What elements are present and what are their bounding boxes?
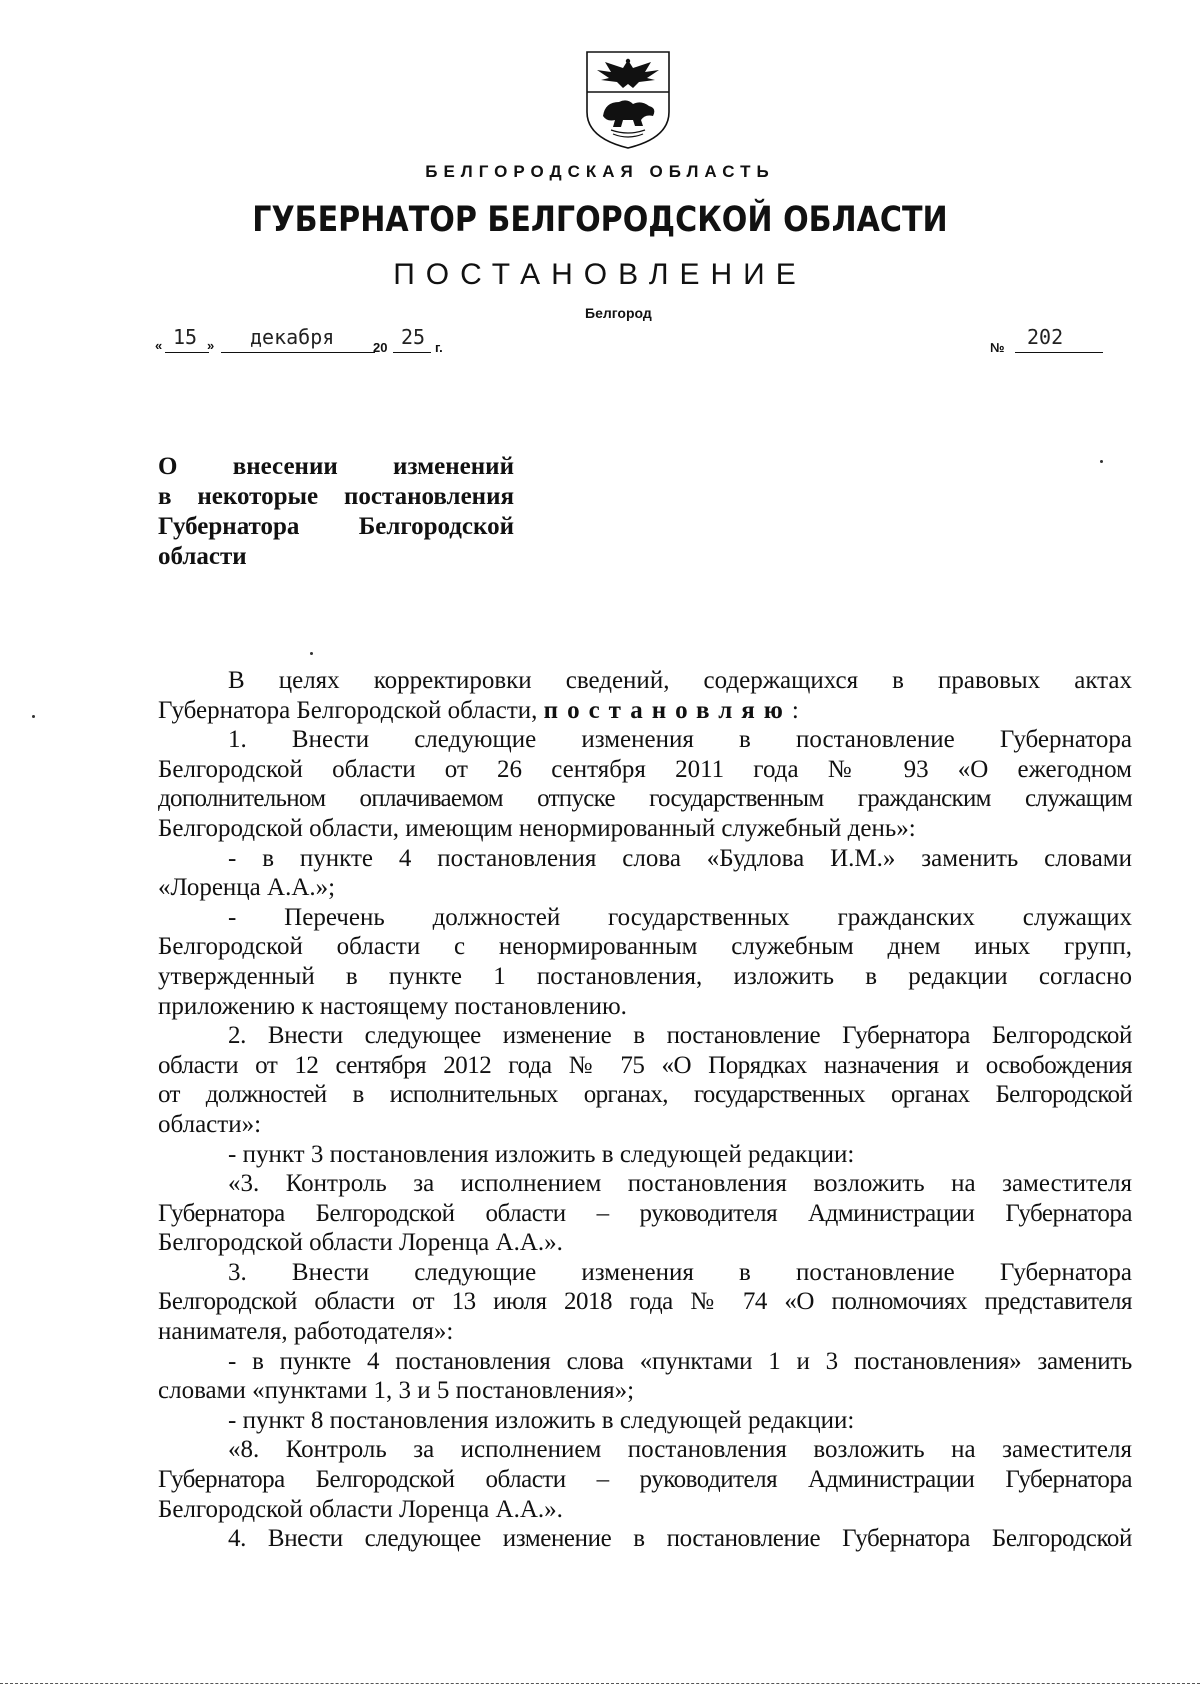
body-line: [158, 696, 1132, 726]
date-close-quote: »: [207, 338, 215, 353]
intro-text: Губернатора Белгородской области,: [158, 696, 538, 724]
number-label: №: [990, 340, 1005, 355]
body-line: Белгородской области Лоренца А.А.».: [158, 1229, 563, 1257]
body-line: Губернатора Белгородской области – руководителя Администрации Губернатора: [158, 1466, 1132, 1494]
body-line: Губернатора Белгородской области – руководителя Администрации Губернатора: [158, 1199, 1132, 1227]
subject-line: Губернатора Белгородской: [158, 513, 514, 540]
authority-heading: ГУБЕРНАТОР БЕЛГОРОДСКОЙ ОБЛАСТИ: [252, 200, 948, 240]
body-line: 2. Внести следующее изменение в постановление Губернатора Белгородской: [228, 1022, 1132, 1050]
document-number: 202: [1027, 325, 1064, 349]
body-line: от должностей в исполнительных органах, государственных органах Белгородской: [158, 1081, 1132, 1109]
region-heading: БЕЛГОРОДСКАЯ ОБЛАСТЬ: [425, 162, 775, 181]
body-line: Белгородской области Лоренца А.А.».: [158, 1495, 563, 1523]
body-line: 4. Внести следующее изменение в постановление Губернатора Белгородской: [228, 1525, 1132, 1553]
document-body: [158, 666, 1132, 1554]
coat-of-arms-emblem: [583, 50, 673, 150]
body-line: В целях корректировки сведений, содержащихся в правовых актах: [228, 667, 1132, 694]
scan-speck: [1100, 460, 1103, 463]
body-line: нанимателя, работодателя»:: [158, 1318, 454, 1346]
body-line: 3. Внести следующие изменения в постановление Губернатора: [228, 1258, 1132, 1286]
body-line: приложению к настоящему постановлению.: [158, 992, 627, 1020]
day-underline: [165, 352, 209, 353]
date-number-row: [155, 325, 1105, 355]
subject-line: в некоторые постановления: [158, 483, 514, 510]
date-year-prefix: 20: [373, 340, 388, 355]
page-bottom-edge: [0, 1683, 1200, 1684]
date-year-suffix: 25: [401, 325, 426, 349]
body-line: Белгородской области от 26 сентября 2011 года № 93 «О ежегодном: [158, 755, 1132, 783]
body-line: «8. Контроль за исполнением постановления возложить на заместителя: [228, 1436, 1132, 1464]
number-underline: [1015, 352, 1103, 353]
body-line: Белгородской области с ненормированным служебным днем иных групп,: [158, 933, 1132, 961]
scan-speck: [310, 652, 313, 655]
body-line: - пункт 8 постановления изложить в следующей редакции:: [228, 1406, 855, 1434]
body-line: «Лоренца А.А.»;: [158, 874, 336, 902]
body-line: утвержденный в пункте 1 постановления, изложить в редакции согласно: [158, 962, 1132, 990]
body-line: «3. Контроль за исполнением постановления возложить на заместителя: [228, 1170, 1132, 1198]
subject-line: О внесении изменений: [158, 453, 514, 480]
document-type-heading: ПОСТАНОВЛЕНИЕ: [393, 258, 807, 291]
decree-keyword: постановляю: [543, 696, 792, 724]
intro-colon: :: [791, 696, 799, 724]
date-month: декабря: [250, 325, 335, 349]
document-subject: [158, 452, 514, 572]
subject-line: области: [158, 543, 247, 570]
body-line: области от 12 сентября 2012 года № 75 «О Порядках назначения и освобождения: [158, 1051, 1132, 1079]
body-line: Белгородской области от 13 июля 2018 года № 74 «О полномочиях представителя: [158, 1288, 1132, 1316]
body-line: - пункт 3 постановления изложить в следующей редакции:: [228, 1140, 855, 1168]
body-line: Белгородской области, имеющим ненормированный служебный день»:: [158, 814, 916, 842]
date-year-mark: г.: [435, 340, 443, 355]
body-line: - в пункте 4 постановления слова «Будлова И.М.» заменить словами: [228, 844, 1132, 872]
scan-speck: [32, 715, 35, 718]
month-underline: [221, 352, 375, 353]
body-line: дополнительном оплачиваемом отпуске государственным гражданским служащим: [158, 785, 1132, 813]
year-underline: [393, 352, 431, 353]
body-line: области»:: [158, 1110, 262, 1138]
body-line: - Перечень должностей государственных гражданских служащих: [228, 903, 1132, 931]
body-line: - в пункте 4 постановления слова «пунктами 1 и 3 постановления» заменить: [228, 1347, 1132, 1375]
body-line: словами «пунктами 1, 3 и 5 постановления»;: [158, 1377, 635, 1405]
city-label: Белгород: [585, 305, 652, 321]
body-line: 1. Внести следующие изменения в постановление Губернатора: [228, 726, 1132, 754]
date-open-quote: «: [155, 338, 163, 353]
date-day: 15: [173, 325, 198, 349]
